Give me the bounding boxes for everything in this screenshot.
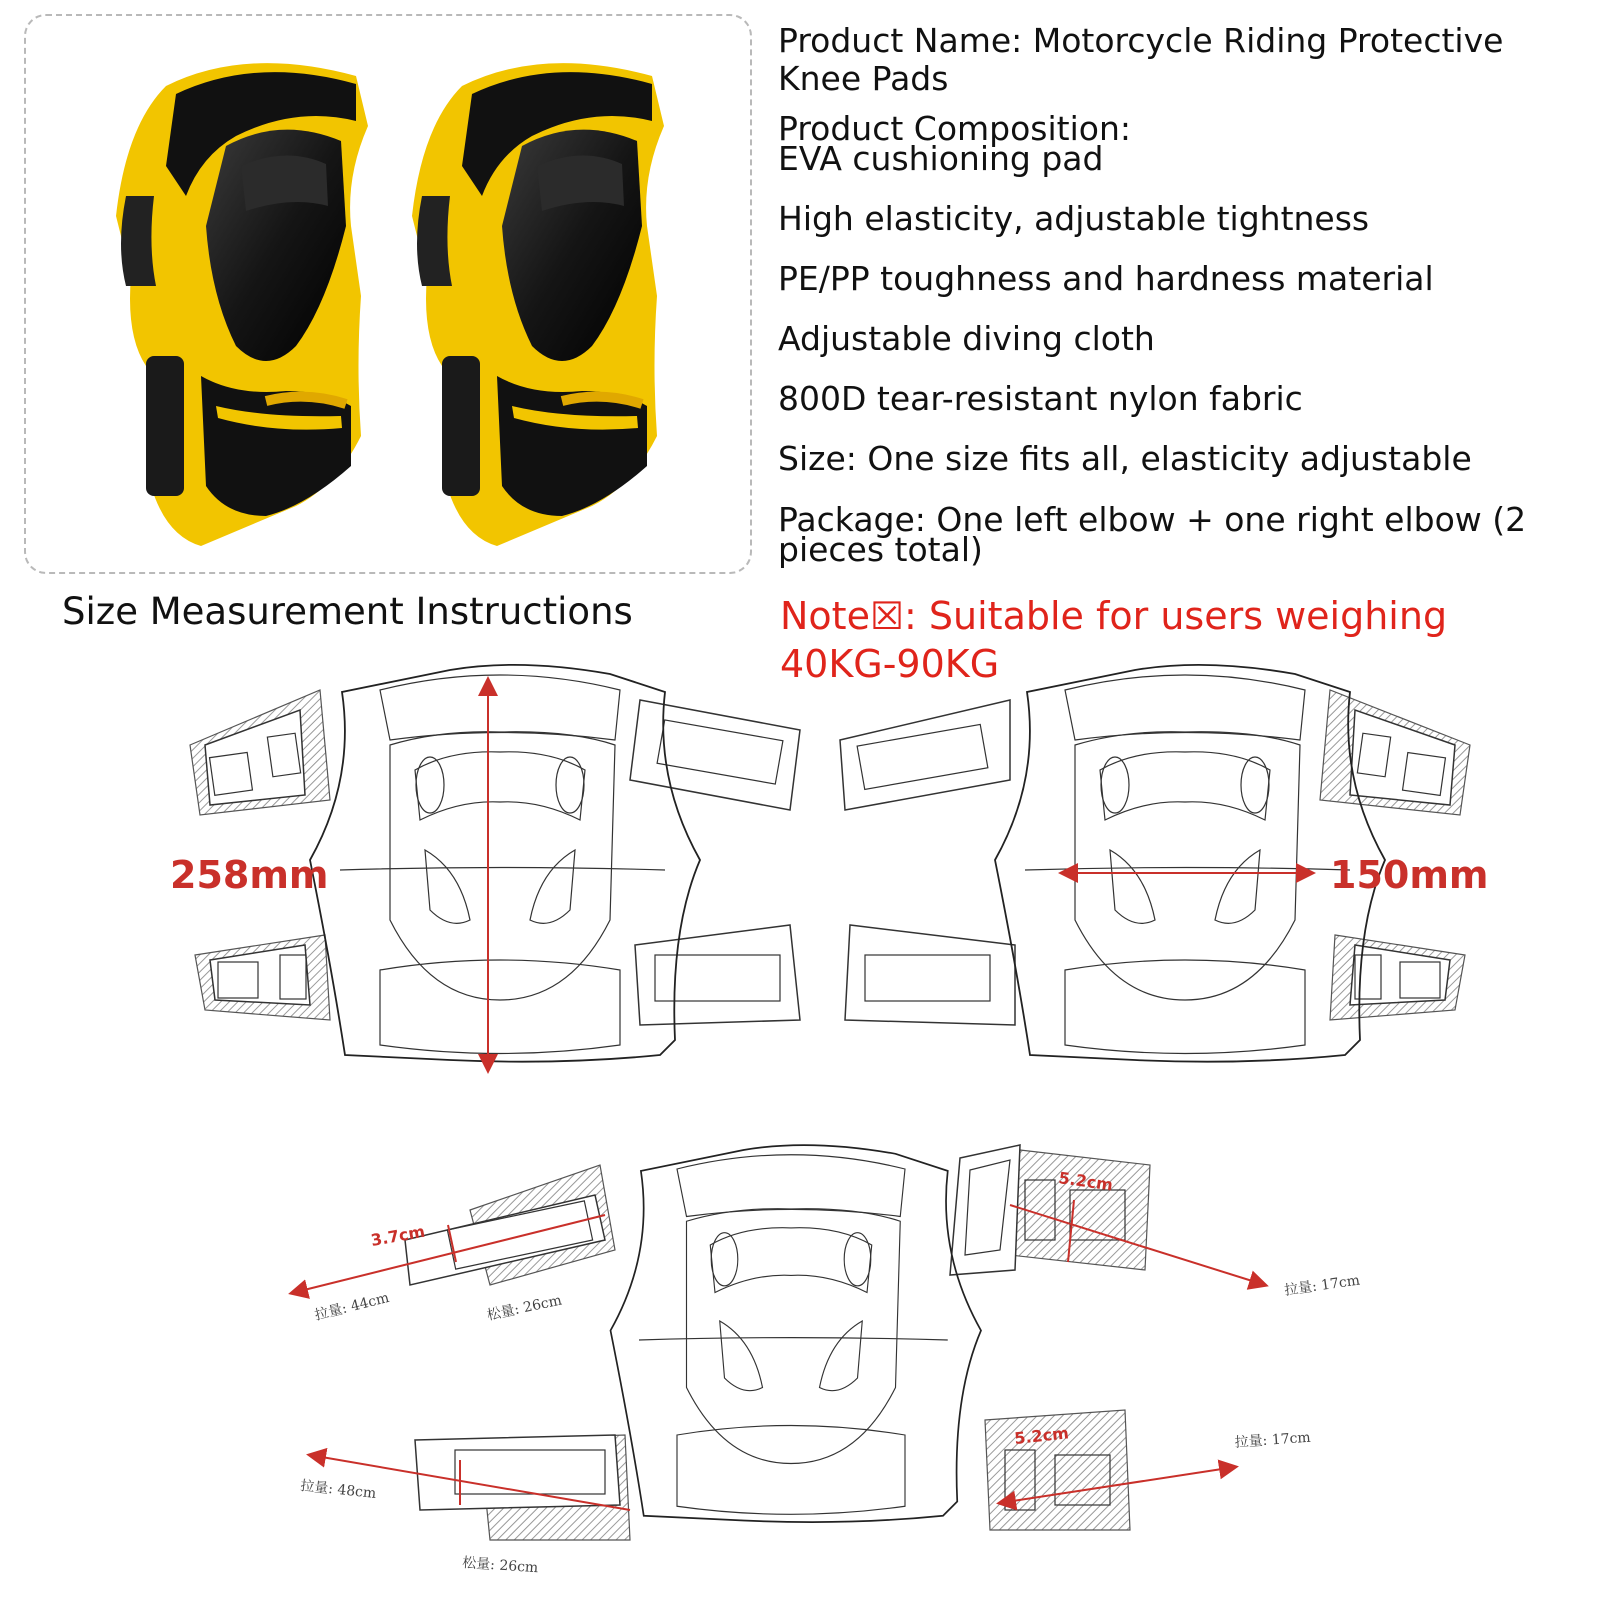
stretch-top-right-label: 拉量: 17cm — [1283, 1272, 1361, 1299]
product-composition-line1: Product Composition: — [778, 109, 1131, 148]
package-line1: Package: One left elbow + one right elbow (2 — [778, 500, 1527, 539]
loose-top-left-label: 松量: 26cm — [485, 1292, 564, 1324]
size-info: Size: One size fits all, elasticity adjustable — [778, 439, 1472, 478]
strap-width-bottom-right: 5.2cm — [1013, 1423, 1070, 1448]
weight-note-line1: Note☒: Suitable for users weighing — [780, 594, 1448, 638]
product-name-line1: Product Name: Motorcycle Riding Protective — [778, 21, 1504, 60]
strap-width-top-left: 3.7cm — [369, 1221, 427, 1250]
size-section-title: Size Measurement Instructions — [62, 590, 633, 633]
product-composition-line2: EVA cushioning pad — [778, 139, 1104, 178]
width-label: 150mm — [1330, 853, 1489, 897]
stretch-bottom-right-label: 拉量: 17cm — [1234, 1429, 1312, 1451]
strap-width-top-right: 5.2cm — [1057, 1168, 1115, 1195]
feature-material: PE/PP toughness and hardness material — [778, 259, 1434, 298]
feature-elasticity: High elasticity, adjustable tightness — [778, 199, 1370, 238]
feature-cloth: Adjustable diving cloth — [778, 319, 1155, 358]
weight-note-line2: 40KG-90KG — [780, 642, 1000, 686]
product-name-line2: Knee Pads — [778, 59, 949, 98]
package-line2: pieces total) — [778, 530, 983, 569]
feature-fabric: 800D tear-resistant nylon fabric — [778, 379, 1303, 418]
dimension-lines — [292, 680, 1312, 1510]
stretch-top-left-label: 拉量: 44cm — [313, 1289, 391, 1324]
height-label: 258mm — [170, 853, 329, 897]
stretch-bottom-left-label: 拉量: 48cm — [299, 1478, 377, 1502]
loose-bottom-left-label: 松量: 26cm — [461, 1555, 539, 1577]
diagram-bottom — [405, 1145, 1150, 1540]
